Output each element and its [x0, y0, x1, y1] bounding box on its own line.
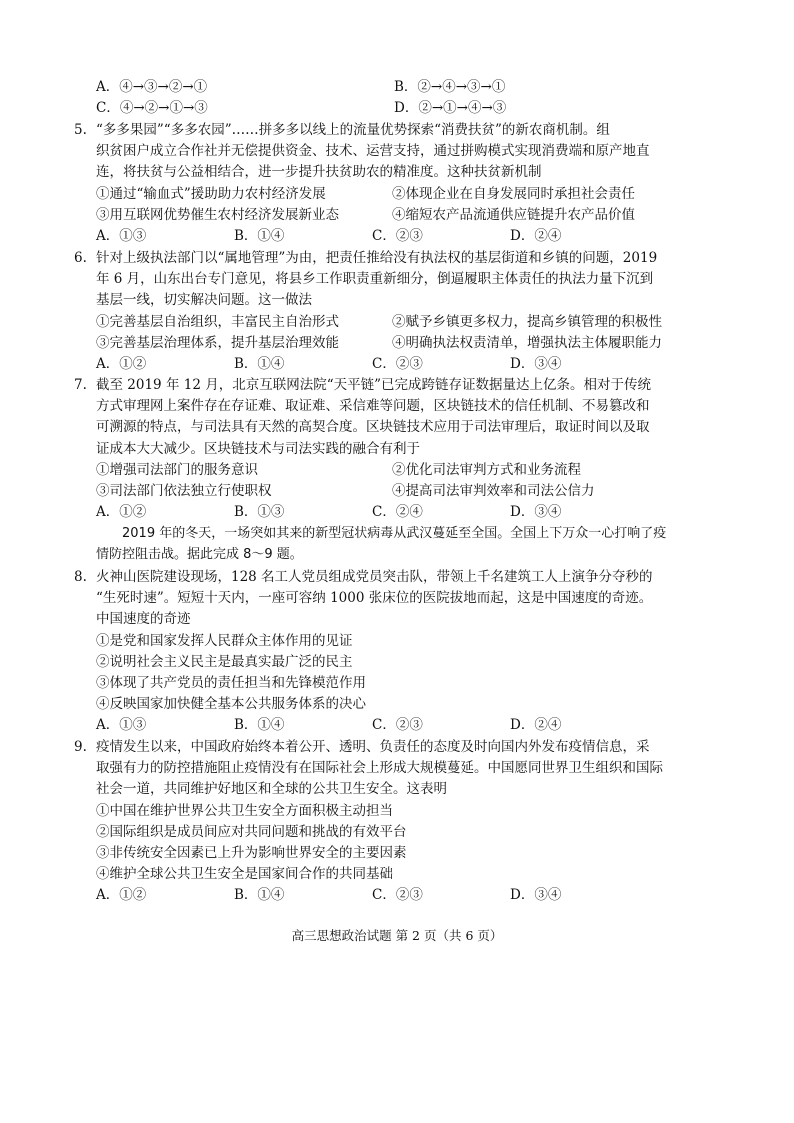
stem-line: 织贫困户成立合作社并无偿提供资金、技术、运营支持，通过拼购模式实现消费端和原产地直: [96, 143, 650, 160]
question-stem: [74, 567, 706, 631]
stem-line: “多多果园”“多多农园”……拼多多以线上的流量优势探索“消费扶贫”的新农商机制。组: [96, 122, 610, 138]
option-c: C．②③: [372, 355, 423, 372]
option-b: B．①④: [234, 887, 285, 904]
statement-2: ②赋予乡镇更多权力，提高乡镇管理的积极性: [392, 313, 662, 330]
statement-3: ③非传统安全因素已上升为影响世界安全的主要因素: [96, 844, 407, 861]
stem-line: 年 6 月，山东出台专门意见，将县乡工作职责重新细分，倒逼履职主体责任的执法力量下沉到: [96, 271, 654, 288]
option-c: C．②④: [372, 504, 423, 521]
statement-1: ①增强司法部门的服务意识: [96, 461, 258, 478]
option-a: A．①②: [96, 504, 147, 521]
question-stem: [74, 375, 706, 460]
statement-4: ④明确执法权责清单，增强执法主体履职能力: [392, 334, 662, 351]
question-number: 5.: [74, 122, 87, 138]
option-d: D．②→①→④→③: [394, 100, 507, 117]
statement-3: ③完善基层治理体系，提升基层治理效能: [96, 334, 339, 351]
question-4-options: [96, 77, 706, 119]
stem-line: 社会一道，共同维护好地区和全球的公共卫生安全。这表明: [96, 781, 447, 798]
question-9: [74, 737, 706, 907]
statement-2: ②优化司法审判方式和业务流程: [392, 461, 581, 478]
question-number: 7.: [74, 377, 87, 393]
option-b: B．①④: [234, 355, 285, 372]
statement-2: ②国际组织是成员间应对共同问题和挑战的有效平台: [96, 823, 407, 840]
statement-1: ①中国在维护世界公共卫生安全方面积极主动担当: [96, 802, 393, 819]
section-intro-8-9: [96, 523, 722, 565]
option-a: A．④→③→②→①: [96, 79, 208, 95]
question-5: [74, 120, 706, 247]
statement-2: ②体现企业在自身发展同时承担社会责任: [392, 185, 635, 202]
statement-3: ③用互联网优势催生农村经济发展新业态: [96, 206, 339, 223]
option-a: A．①③: [96, 227, 147, 244]
option-a: A．①②: [96, 355, 147, 372]
stem-line: 证成本大大减少。区块链技术与司法实践的融合有利于: [96, 440, 420, 457]
option-b: B．①④: [234, 227, 285, 244]
question-stem: [74, 120, 706, 184]
question-number: 9.: [74, 739, 87, 755]
option-a: A．①③: [96, 717, 147, 734]
stem-line: 中国速度的奇迹: [96, 611, 191, 628]
option-c: C．②③: [372, 227, 423, 244]
statement-3: ③司法部门依法独立行使职权: [96, 482, 272, 499]
option-c: C．④→②→①→③: [96, 100, 208, 117]
statement-3: ③体现了共产党员的责任担当和先锋模范作用: [96, 674, 366, 691]
stem-line: “生死时速”。短短十天内，一座可容纳 1000 张床位的医院拔地而起，这是中国速度的奇迹。: [96, 590, 653, 607]
option-c: C．②③: [372, 887, 423, 904]
intro-line: 2019 年的冬天，一场突如其来的新型冠状病毒从武汉蔓延至全国。全国上下万众一心打响了疫: [122, 526, 667, 541]
option-b: B．②→④→③→①: [394, 79, 506, 95]
intro-line: 情防控阻击战。据此完成 8～9 题。: [96, 547, 303, 563]
option-d: D．③④: [510, 355, 562, 372]
option-b: B．①③: [234, 504, 285, 521]
statement-1: ①通过“输血式”援助助力农村经济发展: [96, 185, 326, 202]
option-a: A．①②: [96, 887, 147, 904]
option-d: D．②④: [510, 717, 562, 734]
stem-line: 火神山医院建设现场，128 名工人党员组成党员突击队，带领上千名建筑工人上演争分夺秒的: [96, 569, 653, 585]
stem-line: 基层一线，切实解决问题。这一做法: [96, 292, 312, 309]
question-6: [74, 248, 706, 375]
option-b: B．①④: [234, 717, 285, 734]
option-d: D．②④: [510, 227, 562, 244]
option-d: D．③④: [510, 887, 562, 904]
stem-line: 连，将扶贫与公益相结合，进一步提升扶贫助农的精准度。这种扶贫新机制: [96, 164, 542, 181]
stem-line: 疫情发生以来，中国政府始终本着公开、透明、负责任的态度及时向国内外发布疫情信息，采: [96, 739, 650, 755]
statement-1: ①完善基层自治组织，丰富民主自治形式: [96, 313, 339, 330]
stem-line: 截至 2019 年 12 月，北京互联网法院“天平链”已完成跨链存证数据量达上亿条。相对于传统: [96, 377, 652, 393]
stem-line: 取强有力的防控措施阻止疫情没有在国际社会上形成大规模蔓延。中国愿同世界卫生组织和国际: [96, 760, 663, 777]
statement-4: ④维护全球公共卫生安全是国家间合作的共同基础: [96, 866, 393, 883]
question-7: [74, 375, 706, 523]
page-footer: 高三思想政治试题 第 2 页（共 6 页）: [291, 928, 503, 943]
stem-line: 针对上级执法部门以“属地管理”为由，把责任推给没有执法权的基层街道和乡镇的问题，2019: [96, 250, 658, 266]
stem-line: 方式审理网上案件存在存证难、取证难、采信难等问题，区块链技术的信任机制、不易篡改和: [96, 398, 650, 415]
question-stem: [74, 248, 706, 312]
question-number: 6.: [74, 250, 87, 266]
statement-4: ④反映国家加快健全基本公共服务体系的决心: [96, 696, 366, 713]
statement-4: ④提高司法审判效率和司法公信力: [392, 482, 595, 499]
statement-1: ①是党和国家发挥人民群众主体作用的见证: [96, 632, 353, 649]
question-stem: [74, 737, 706, 801]
statement-2: ②说明社会主义民主是最真实最广泛的民主: [96, 653, 353, 670]
stem-line: 可溯源的特点，与司法具有天然的高契合度。区块链技术应用于司法审理后，取证时间以及取: [96, 419, 650, 436]
question-number: 8.: [74, 569, 87, 585]
statement-4: ④缩短农产品流通供应链提升农产品价值: [392, 206, 635, 223]
question-8: [74, 567, 706, 737]
option-d: D．③④: [510, 504, 562, 521]
option-c: C．②③: [372, 717, 423, 734]
